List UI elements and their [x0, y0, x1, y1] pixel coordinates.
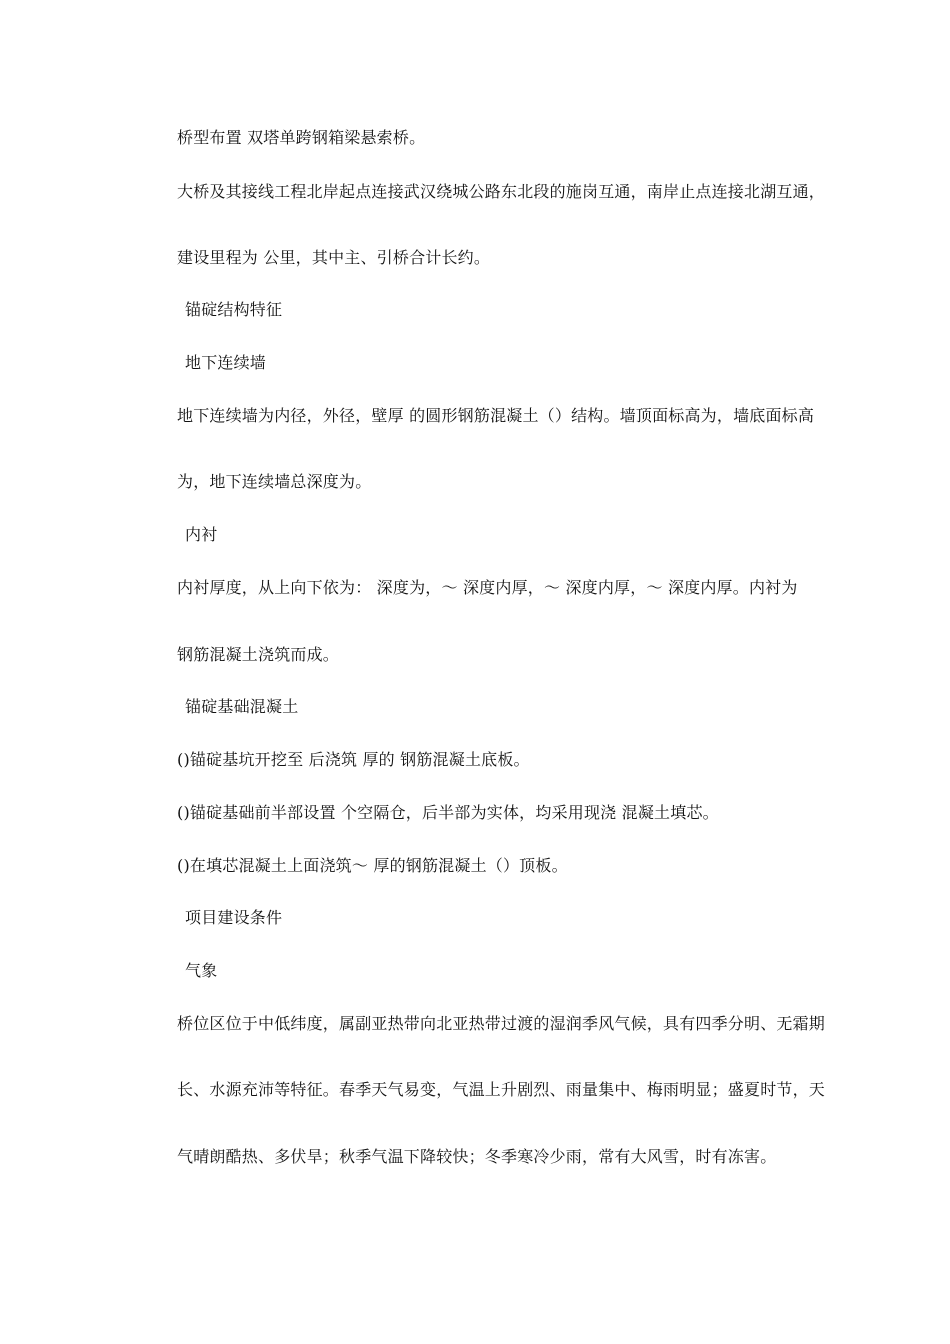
- lining-line-1: 内衬厚度，从上向下依为： 深度为，～ 深度内厚，～ 深度内厚，～ 深度内厚。内衬为: [177, 578, 798, 597]
- diaphragm-wall-line-2: 为，地下连续墙总深度为。: [177, 472, 372, 491]
- section-heading-anchorage-structure: 锚碇结构特征: [185, 300, 283, 319]
- meteorology-line-2: 长、水源充沛等特征。春季天气易变，气温上升剧烈、雨量集中、梅雨明显；盛夏时节，天: [177, 1080, 826, 1099]
- bridge-type-line: 桥型布置 双塔单跨钢箱梁悬索桥。: [177, 128, 426, 147]
- bridge-route-line-2: 建设里程为 公里，其中主、引桥合计长约。: [177, 248, 491, 267]
- section-heading-foundation-concrete: 锚碇基础混凝土: [185, 697, 299, 716]
- section-heading-lining: 内衬: [185, 525, 218, 544]
- meteorology-line-1: 桥位区位于中低纬度，属副亚热带向北亚热带过渡的湿润季风气候，具有四季分明、无霜期: [177, 1014, 826, 1033]
- meteorology-line-3: 气晴朗酷热、多伏旱；秋季气温下降较快；冬季寒冷少雨，常有大风雪，时有冻害。: [177, 1147, 777, 1166]
- section-heading-diaphragm-wall: 地下连续墙: [185, 353, 267, 372]
- foundation-item-1: ()锚碇基坑开挖至 后浇筑 厚的 钢筋混凝土底板。: [177, 750, 530, 769]
- foundation-item-2: ()锚碇基础前半部设置 个空隔仓，后半部为实体，均采用现浇 混凝土填芯。: [177, 803, 719, 822]
- section-heading-meteorology: 气象: [185, 961, 218, 980]
- lining-line-2: 钢筋混凝土浇筑而成。: [177, 645, 340, 664]
- foundation-item-3: ()在填芯混凝土上面浇筑～ 厚的钢筋混凝土（）顶板。: [177, 856, 568, 875]
- section-heading-project-conditions: 项目建设条件: [185, 908, 283, 927]
- bridge-route-line-1: 大桥及其接线工程北岸起点连接武汉绕城公路东北段的施岗互通，南岸止点连接北湖互通，: [177, 182, 826, 201]
- diaphragm-wall-line-1: 地下连续墙为内径，外径，壁厚 的圆形钢筋混凝土（）结构。墙顶面标高为，墙底面标高: [177, 406, 815, 425]
